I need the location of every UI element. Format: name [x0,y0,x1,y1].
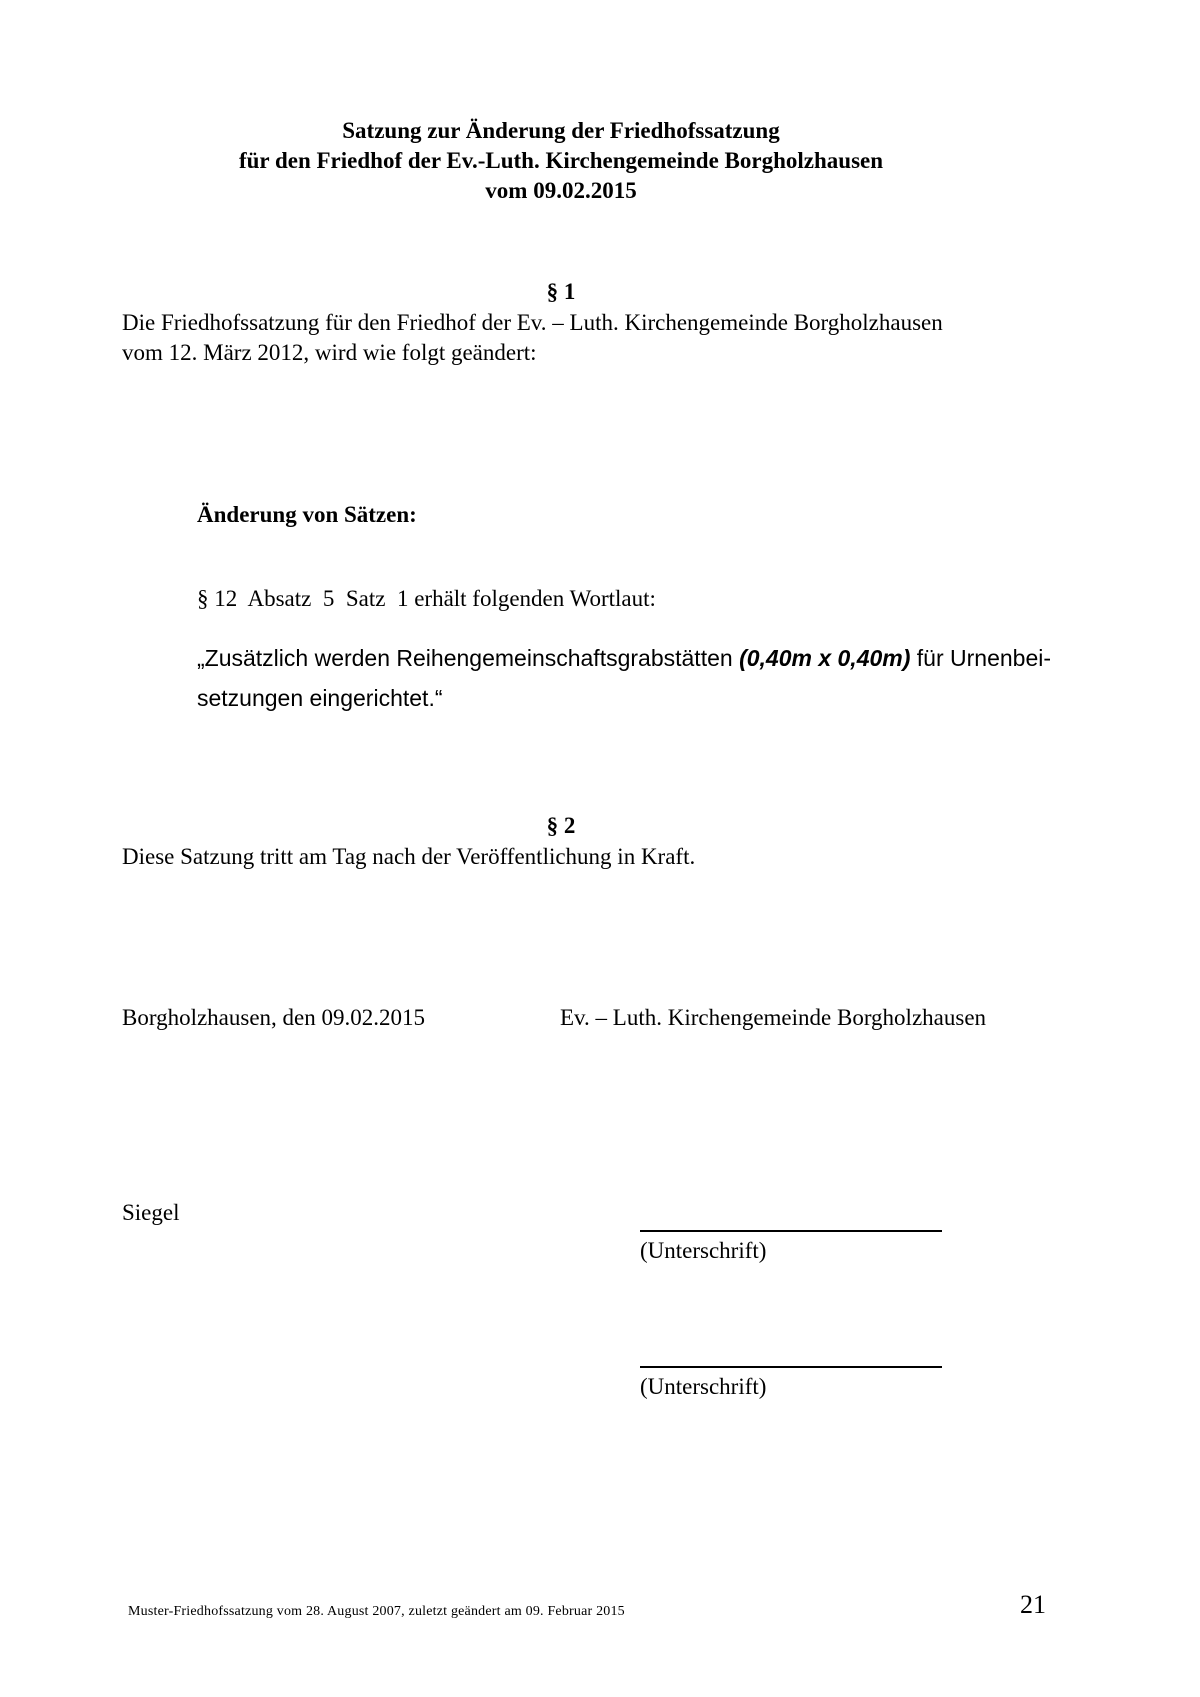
section-2-heading: § 2 [546,813,576,838]
title-line-3: vom 09.02.2015 [485,178,637,203]
signature-caption-2: (Unterschrift) [640,1374,767,1399]
amendment-quote-line-1 [197,638,1051,678]
title-line-2: für den Friedhof der Ev.-Luth. Kirchengemeinde Borgholzhausen [238,148,884,173]
quote-text-start: „Zusätzlich werden Reihengemeinschaftsgrabstätten [197,645,740,671]
seal-label: Siegel [122,1200,180,1225]
section-1-body-line-1: Die Friedhofssatzung für den Friedhof der Ev. – Luth. Kirchengemeinde Borgholzhausen [122,310,943,335]
title-line-1: Satzung zur Änderung der Friedhofssatzung [342,118,780,143]
signature-line-1 [640,1230,942,1232]
amendment-quote [197,638,1051,718]
signature-block-2 [640,1366,942,1400]
section-2-body: Diese Satzung tritt am Tag nach der Veröffentlichung in Kraft. [122,844,696,869]
organization-name: Ev. – Luth. Kirchengemeinde Borgholzhausen [560,1005,987,1030]
document-title [122,116,1000,206]
page-number: 21 [1020,1590,1046,1619]
section-1-heading: § 1 [546,279,576,304]
signature-caption-1: (Unterschrift) [640,1238,767,1263]
signature-line-2 [640,1366,942,1368]
amendment-intro: § 12 Absatz 5 Satz 1 erhält folgenden Wortlaut: [197,586,656,611]
quote-text-continue: für Urnenbei- [910,645,1052,671]
section-1-body [122,308,1000,368]
section-1-body-line-2: vom 12. März 2012, wird wie folgt geändert: [122,340,537,365]
place-date: Borgholzhausen, den 09.02.2015 [122,1005,426,1030]
place-date-row [122,1005,1000,1035]
quote-dimension-emphasis: (0,40m x 0,40m) [739,645,911,671]
footer-note: Muster-Friedhofssatzung vom 28. August 2007, zuletzt geändert am 09. Februar 2015 [128,1604,625,1619]
signature-block-1 [640,1230,942,1264]
amendment-heading: Änderung von Sätzen: [197,502,417,527]
amendment-quote-line-2: setzungen eingerichtet.“ [197,685,443,711]
